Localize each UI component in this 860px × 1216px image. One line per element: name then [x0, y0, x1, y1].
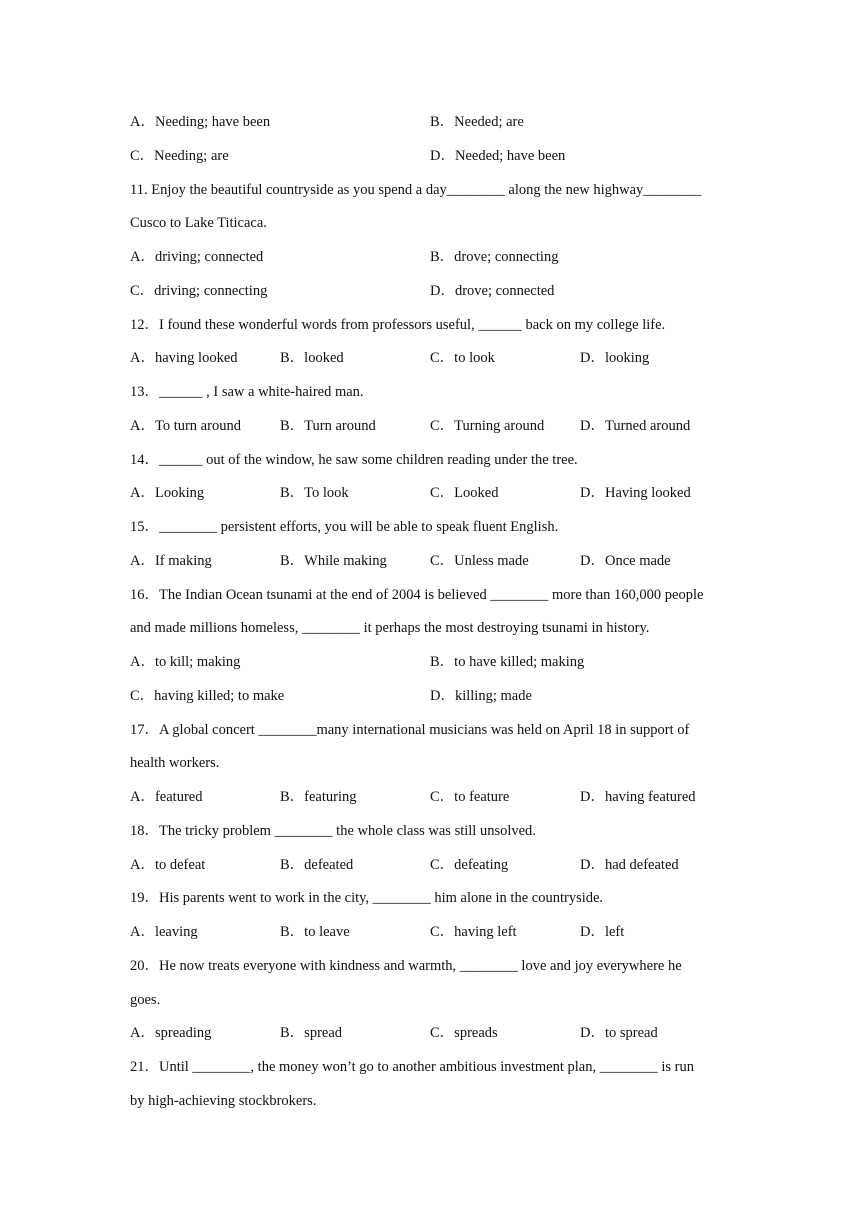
answer-option-a: A．driving; connected — [130, 249, 264, 265]
answer-option-d: D．to spread — [580, 1025, 658, 1042]
question-text-line: health workers. — [130, 755, 220, 772]
answer-option-d: D．having featured — [580, 789, 696, 805]
question-text-line: 11. Enjoy the beautiful countryside as you spend a day________ along the new highway________ — [130, 181, 702, 198]
question-text-line: by high-achieving stockbrokers. — [130, 1092, 317, 1109]
answer-option-a: A．Needing; have been — [130, 114, 271, 130]
options-row — [130, 476, 740, 510]
options-row — [130, 848, 740, 882]
answer-option-c: C．spreads — [430, 1025, 498, 1042]
answer-option-b: B．to leave — [280, 924, 350, 940]
answer-option-c: C．defeating — [430, 856, 509, 873]
question-text-line: and made millions homeless, ________ it perhaps the most destroying tsunami in history. — [130, 620, 650, 637]
answer-option-b: B．While making — [280, 552, 387, 569]
question-text-line: 21．Until ________, the money won’t go to another ambitious investment plan, ________ is run — [130, 1059, 694, 1075]
question-text-line: 14．______ out of the window, he saw some children reading under the tree. — [130, 451, 578, 468]
answer-option-a: A．To turn around — [130, 417, 241, 434]
answer-option-a: A．If making — [130, 552, 212, 569]
answer-option-a: A．having looked — [130, 350, 238, 367]
options-row — [130, 544, 740, 578]
answer-option-a: C．Needing; are — [130, 147, 229, 164]
options-row — [130, 1016, 740, 1050]
options-row — [130, 274, 740, 308]
answer-option-a: A．to defeat — [130, 856, 206, 873]
options-row — [130, 341, 740, 375]
options-row — [130, 645, 740, 679]
answer-option-a: A．Looking — [130, 485, 205, 502]
options-row — [130, 915, 740, 949]
options-row — [130, 679, 740, 713]
answer-option-a: A．spreading — [130, 1025, 212, 1042]
question-text-line: goes. — [130, 991, 161, 1008]
options-row — [130, 139, 740, 173]
question-text-line: 18．The tricky problem ________ the whole class was still unsolved. — [130, 822, 536, 839]
answer-option-c: C．Looked — [430, 485, 499, 502]
answer-option-d: D．Turned around — [580, 417, 691, 434]
answer-option-b: B．drove; connecting — [430, 249, 559, 265]
options-row — [130, 105, 740, 139]
question-text-line: 15．________ persistent efforts, you will be able to speak fluent English. — [130, 519, 559, 535]
question-text-line: 12．I found these wonderful words from professors useful, ______ back on my college life. — [130, 316, 666, 333]
answer-option-b: B．To look — [280, 485, 349, 502]
answer-option-b: B．defeated — [280, 856, 354, 873]
question-text-line: Cusco to Lake Titicaca. — [130, 215, 267, 232]
question-text-line: 13．______ , I saw a white-haired man. — [130, 384, 364, 400]
question-text-line: 20．He now treats everyone with kindness and warmth, ________ love and joy everywhere he — [130, 957, 682, 974]
answer-option-d: D．Having looked — [580, 485, 691, 502]
answer-option-b: D．Needed; have been — [430, 147, 566, 164]
answer-option-b: B．to have killed; making — [430, 654, 585, 670]
options-row — [130, 780, 740, 814]
answer-option-c: C．having left — [430, 924, 517, 940]
question-text-line: 19．His parents went to work in the city, ________ him alone in the countryside. — [130, 890, 604, 907]
answer-option-a: A．leaving — [130, 924, 198, 940]
answer-option-a: C．driving; connecting — [130, 282, 268, 299]
answer-option-d: D．had defeated — [580, 856, 679, 873]
answer-option-b: B．spread — [280, 1025, 343, 1042]
options-row — [130, 240, 740, 274]
answer-option-c: C．Turning around — [430, 417, 545, 434]
answer-option-a: C．having killed; to make — [130, 687, 285, 704]
question-text-line: 16．The Indian Ocean tsunami at the end of 2004 is believed ________ more than 160,000 people — [130, 586, 704, 603]
answer-option-b: B．Turn around — [280, 417, 376, 434]
answer-option-b: B．Needed; are — [430, 114, 524, 130]
answer-option-b: D．drove; connected — [430, 282, 555, 299]
question-text-line: 17．A global concert ________many international musicians was held on April 18 in support of — [130, 721, 690, 738]
answer-option-c: C．Unless made — [430, 552, 529, 569]
answer-option-b: D．killing; made — [430, 687, 532, 704]
answer-option-a: A．to kill; making — [130, 654, 241, 670]
answer-option-d: D．Once made — [580, 552, 671, 569]
answer-option-d: D．looking — [580, 350, 650, 367]
answer-option-c: C．to feature — [430, 789, 510, 805]
answer-option-a: A．featured — [130, 789, 203, 805]
answer-option-b: B．looked — [280, 350, 344, 367]
answer-option-b: B．featuring — [280, 789, 357, 805]
answer-option-c: C．to look — [430, 350, 495, 367]
options-row — [130, 409, 740, 443]
answer-option-d: D．left — [580, 924, 625, 940]
